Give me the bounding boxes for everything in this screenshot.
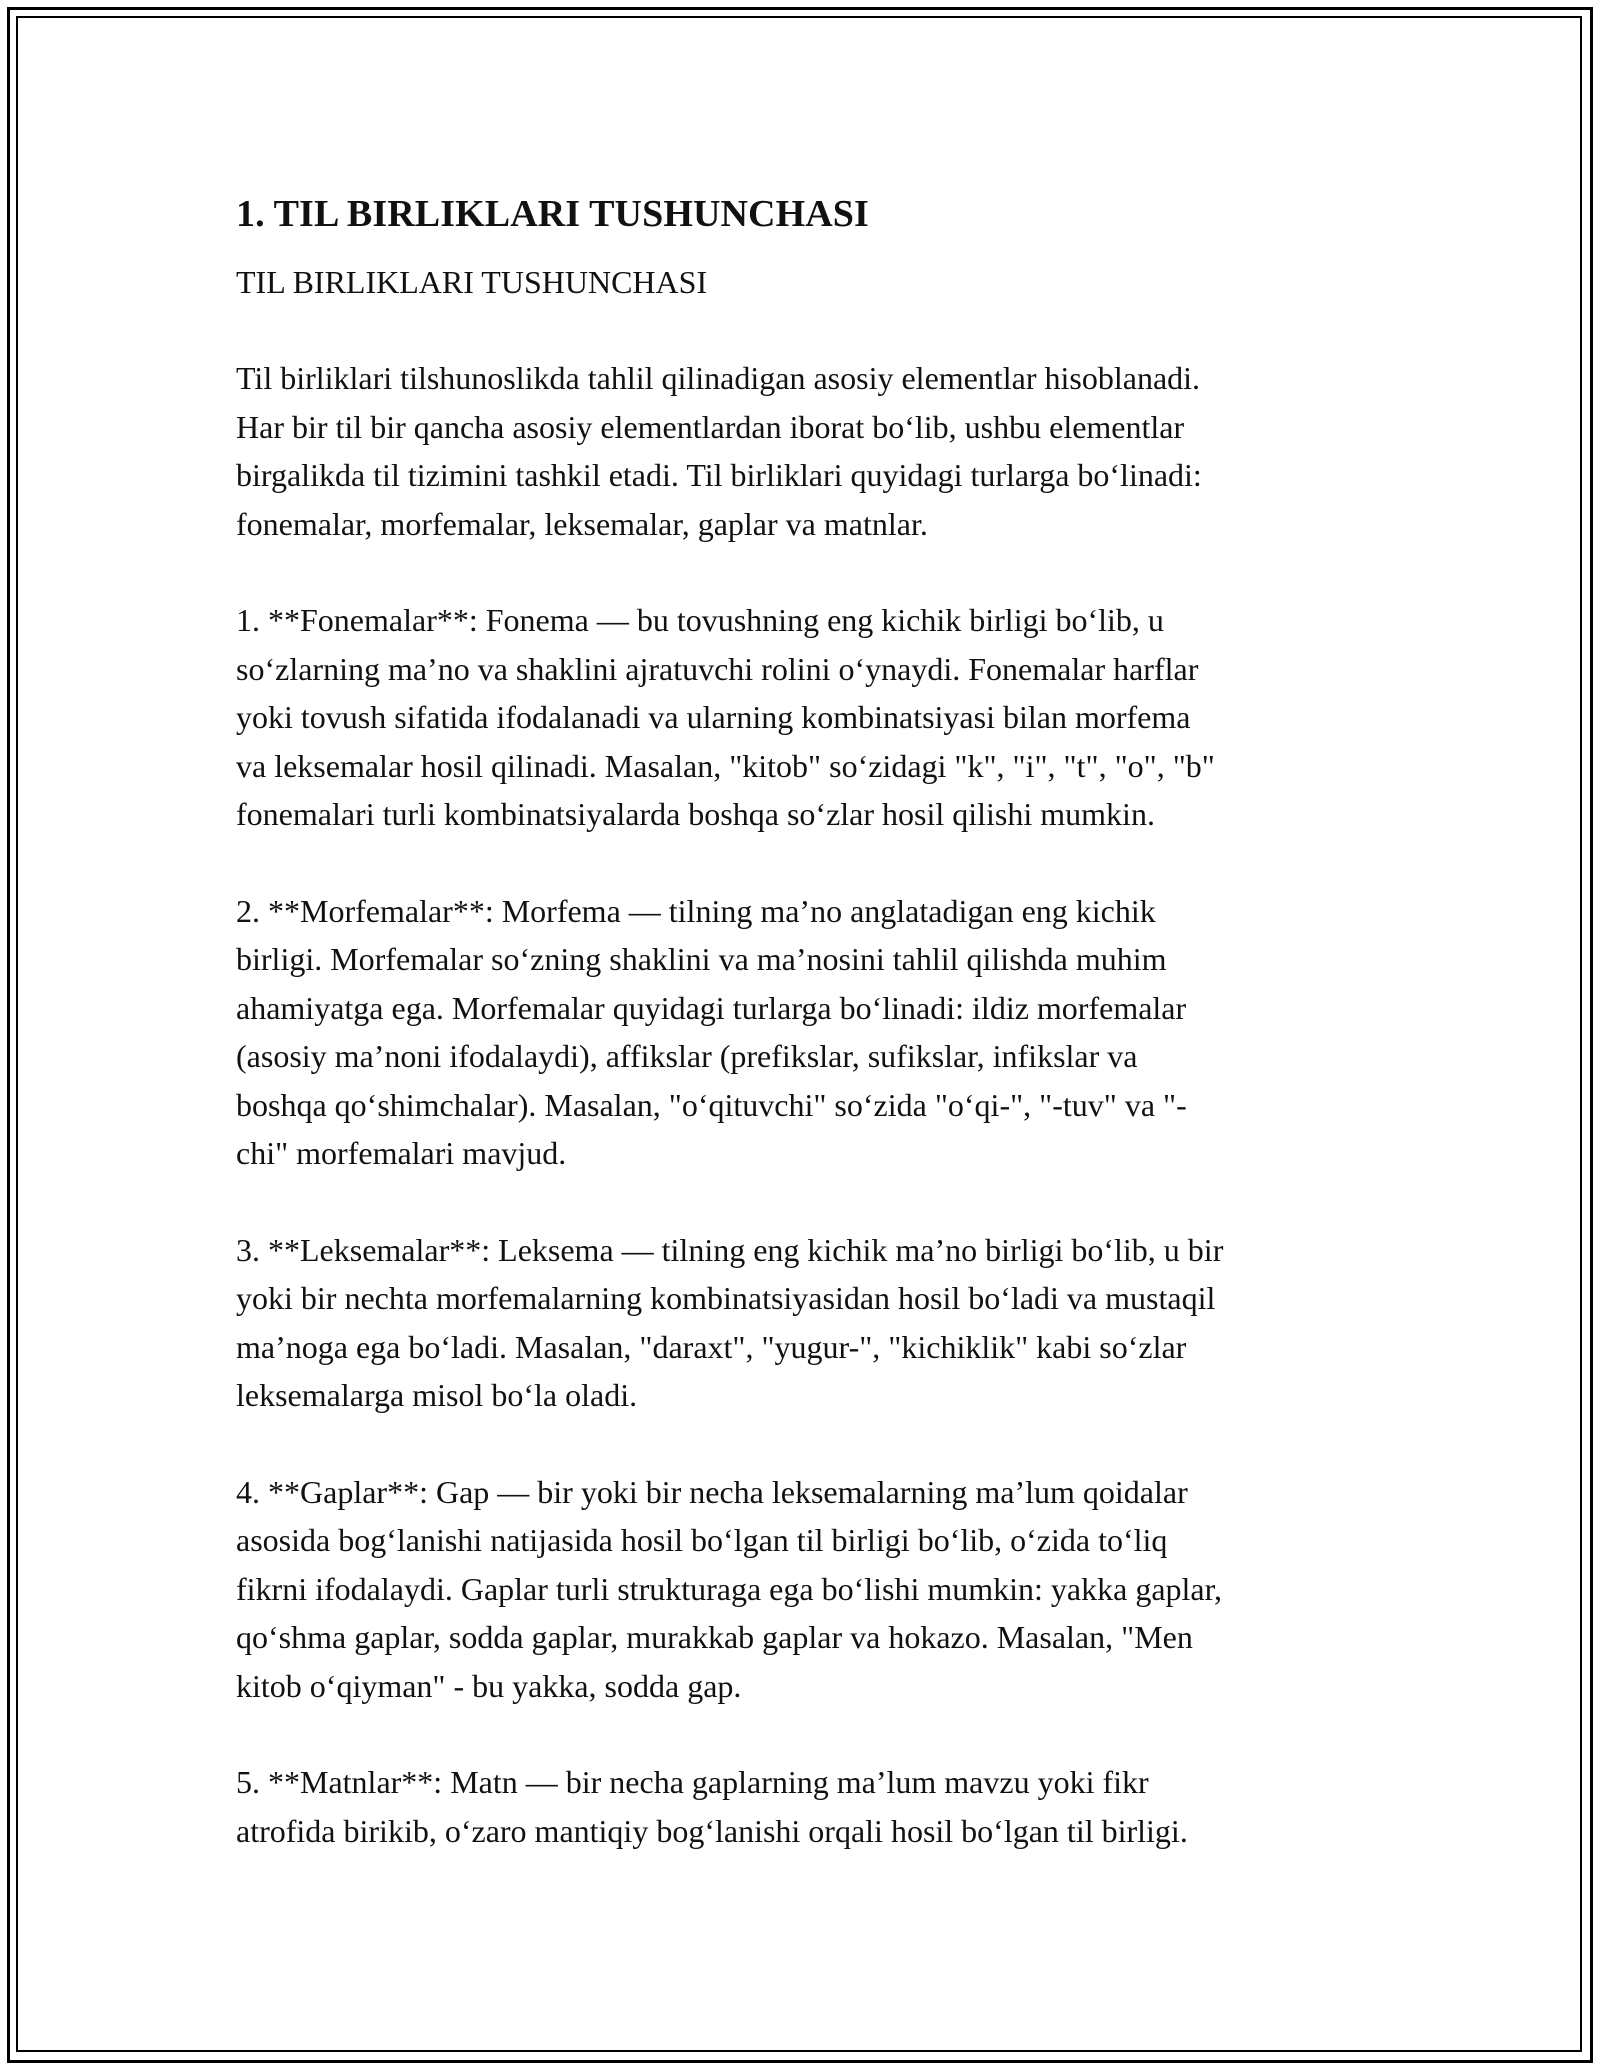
text-line: fikrni ifodalaydi. Gaplar turli strukturaga ega bo‘lishi mumkin: yakka gaplar,	[236, 1570, 1222, 1607]
text-line: (asosiy ma’noni ifodalaydi), affikslar (prefikslar, sufikslar, infikslar va	[236, 1038, 1138, 1074]
text-line: so‘zlarning ma’no va shaklini ajratuvchi rolini o‘ynaydi. Fonemalar harflar	[236, 650, 1199, 687]
text-line: boshqa qo‘shimchalar). Masalan, "o‘qituvchi" so‘zida "o‘qi-", "-tuv" va "-	[236, 1086, 1187, 1123]
paragraph-intro	[236, 354, 1376, 548]
text-line: chi" morfemalari mavjud.	[236, 1135, 567, 1171]
text-line: 4. **Gaplar**: Gap — bir yoki bir necha leksemalarning ma’lum qoidalar	[236, 1473, 1188, 1510]
text-line: asosida bog‘lanishi natijasida hosil bo‘lgan til birligi bo‘lib, o‘zida to‘liq	[236, 1522, 1168, 1558]
text-line: ahamiyatga ega. Morfemalar quyidagi turlarga bo‘linadi: ildiz morfemalar	[236, 989, 1187, 1026]
text-line: va leksemalar hosil qilinadi. Masalan, "kitob" so‘zidagi "k", "i", "t", "o", "b"	[236, 747, 1215, 784]
paragraph-gaplar	[236, 1468, 1376, 1711]
text-line: yoki tovush sifatida ifodalanadi va ularning kombinatsiyasi bilan morfema	[236, 699, 1191, 735]
text-line: birgalikda til tizimini tashkil etadi. Til birliklari quyidagi turlarga bo‘linadi:	[236, 457, 1202, 493]
document-heading: 1. TIL BIRLIKLARI TUSHUNCHASI	[236, 193, 869, 235]
text-line: atrofida birikib, o‘zaro mantiqiy bog‘lanishi orqali hosil bo‘lgan til birligi.	[236, 1812, 1188, 1849]
text-line: yoki bir nechta morfemalarning kombinatsiyasidan hosil bo‘ladi va mustaqil	[236, 1280, 1216, 1316]
document-subheading: TIL BIRLIKLARI TUSHUNCHASI	[236, 264, 708, 300]
text-line: Har bir til bir qancha asosiy elementlardan iborat bo‘lib, ushbu elementlar	[236, 408, 1185, 445]
document-body	[236, 188, 1376, 1855]
paragraph-morfemalar	[236, 887, 1376, 1178]
text-line: fonemalar, morfemalar, leksemalar, gaplar va matnlar.	[236, 505, 928, 542]
paragraph-fonemalar	[236, 596, 1376, 839]
paragraph-matnlar	[236, 1758, 1376, 1855]
paragraph-leksemalar	[236, 1226, 1376, 1420]
text-line: qo‘shma gaplar, sodda gaplar, murakkab gaplar va hokazo. Masalan, "Men	[236, 1619, 1193, 1655]
text-line: 1. **Fonemalar**: Fonema — bu tovushning eng kichik birligi bo‘lib, u	[236, 602, 1164, 638]
text-line: fonemalari turli kombinatsiyalarda boshqa so‘zlar hosil qilishi mumkin.	[236, 796, 1155, 832]
text-line: Til birliklari tilshunoslikda tahlil qilinadigan asosiy elementlar hisoblanadi.	[236, 360, 1201, 396]
text-line: kitob o‘qiyman" - bu yakka, sodda gap.	[236, 1667, 742, 1704]
text-line: ma’noga ega bo‘ladi. Masalan, "daraxt", "yugur-", "kichiklik" kabi so‘zlar	[236, 1328, 1187, 1365]
text-line: birligi. Morfemalar so‘zning shaklini va ma’nosini tahlil qilishda muhim	[236, 941, 1167, 977]
text-line: 5. **Matnlar**: Matn — bir necha gaplarning ma’lum mavzu yoki fikr	[236, 1764, 1149, 1800]
text-line: 2. **Morfemalar**: Morfema — tilning ma’no anglatadigan eng kichik	[236, 892, 1156, 929]
text-line: 3. **Leksemalar**: Leksema — tilning eng kichik ma’no birligi bo‘lib, u bir	[236, 1231, 1224, 1268]
text-line: leksemalarga misol bo‘la oladi.	[236, 1377, 638, 1413]
